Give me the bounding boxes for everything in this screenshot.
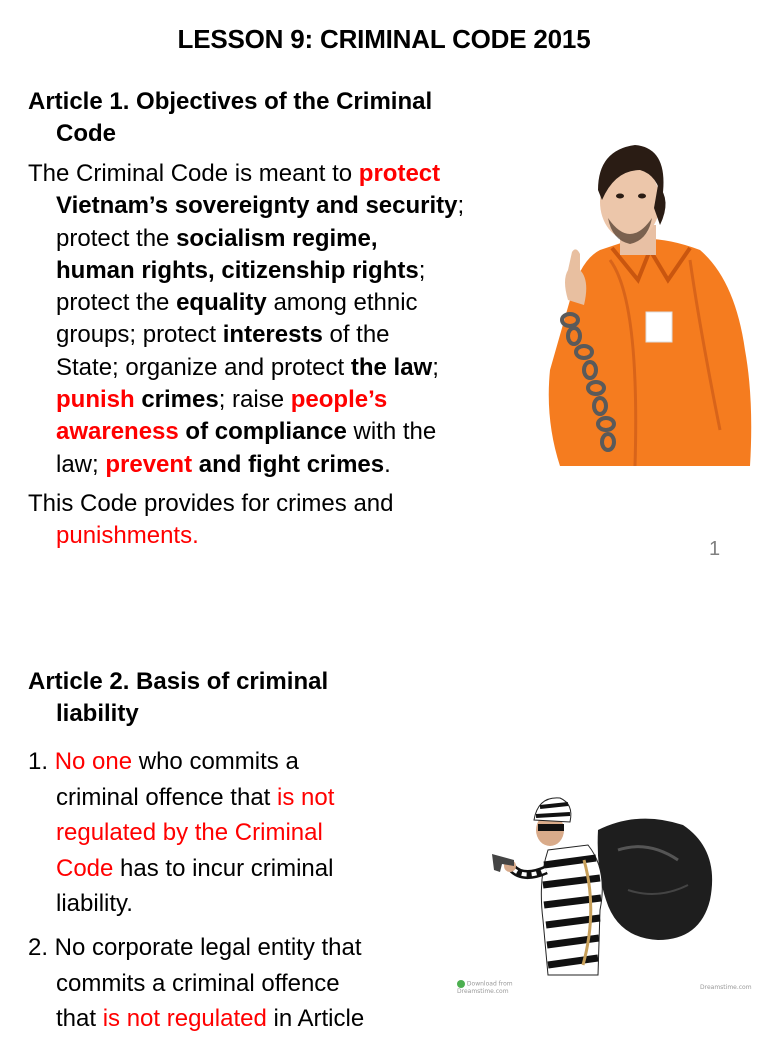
lesson-title: LESSON 9: CRIMINAL CODE 2015 [177, 24, 591, 54]
text-run: protect the [56, 289, 177, 317]
para-line [28, 851, 334, 887]
emphasis-text: No one [54, 748, 133, 775]
text-run: that [56, 1005, 103, 1032]
dreamstime-logo-icon [457, 980, 465, 988]
para-line [28, 255, 464, 287]
text-run: with the [346, 418, 437, 446]
article-1-heading-line2: Code [56, 120, 116, 147]
watermark-site: Dreamstime.com [457, 988, 509, 995]
text-run: State; organize and protect [56, 353, 351, 381]
bold-text: and fight crimes [192, 450, 385, 478]
bold-text: socialism regime, [176, 224, 378, 252]
emphasis-text: prevent [105, 450, 193, 478]
text-run: law; [56, 450, 106, 478]
emphasis-text: punish [56, 386, 135, 414]
bold-text: the law [350, 353, 433, 381]
emphasis-text: Code [56, 854, 114, 882]
emphasis-text: is not regulated [102, 1005, 267, 1032]
article-2-item-2 [28, 930, 364, 1037]
article-1-heading [28, 86, 432, 150]
para-line [28, 449, 464, 481]
robber-with-sack-image [488, 790, 718, 980]
bold-text: Vietnam’s sovereignty and security [56, 192, 458, 220]
emphasis-text: punishments. [56, 522, 199, 550]
text-run: in Article [266, 1005, 365, 1032]
emphasis-text: regulated by the Criminal [56, 819, 323, 846]
para-line [28, 780, 334, 816]
page-number: 1 [709, 538, 721, 560]
article-2-heading [28, 666, 328, 730]
para-line: liability. [56, 890, 133, 917]
text-run: ; [432, 353, 439, 381]
article-2-heading-line1: Article 2. Basis of criminal [28, 668, 329, 695]
stock-watermark-left [457, 980, 513, 995]
prisoner-orange-jumpsuit-image [540, 130, 758, 466]
article-2-item-1 [28, 744, 334, 922]
bold-text: interests [222, 321, 323, 349]
text-run: has to incur criminal [113, 854, 334, 882]
text-run: of the [322, 321, 390, 349]
text-run: 1. [28, 748, 55, 775]
text-run: The Criminal Code is meant to [28, 160, 359, 187]
text-run: ; [457, 192, 465, 220]
para-line: 2. No corporate legal entity that [28, 934, 362, 961]
article-1-paragraph [28, 158, 464, 481]
para-line: This Code provides for crimes and [28, 490, 394, 517]
text-run: . [384, 450, 391, 478]
watermark-text: Download from [466, 980, 513, 988]
watermark-text: Dreamstime.com [700, 984, 752, 991]
para-line [28, 190, 464, 222]
para-line [28, 158, 464, 190]
bold-text: human rights, citizenship rights [56, 256, 419, 284]
para-line [28, 319, 464, 351]
para-line [28, 384, 464, 416]
para-line: commits a criminal offence [56, 969, 340, 997]
para-line [28, 744, 334, 780]
text-run: among ethnic [266, 289, 418, 317]
text-run: protect the [56, 224, 177, 252]
stock-watermark-right [700, 984, 752, 991]
emphasis-text: people’s [290, 386, 388, 414]
text-run: groups; protect [56, 321, 223, 349]
emphasis-text: protect [358, 160, 441, 187]
text-run: criminal offence that [56, 783, 278, 811]
bold-text: crimes [134, 386, 219, 414]
article-2-heading-line2: liability [56, 700, 139, 727]
text-run: who commits a [132, 748, 299, 775]
para-line [28, 352, 464, 384]
emphasis-text: is not [277, 783, 335, 811]
text-run: ; raise [218, 386, 291, 414]
text-run: ; [418, 256, 426, 284]
emphasis-text: awareness [56, 418, 179, 446]
article-1-summary [28, 488, 393, 553]
bold-text: equality [176, 289, 267, 317]
para-line [28, 1001, 364, 1037]
article-1-heading-line1: Article 1. Objectives of the Criminal [28, 88, 433, 115]
para-line [28, 416, 464, 448]
para-line [28, 287, 464, 319]
para-line [28, 223, 464, 255]
bold-text: of compliance [178, 418, 347, 446]
